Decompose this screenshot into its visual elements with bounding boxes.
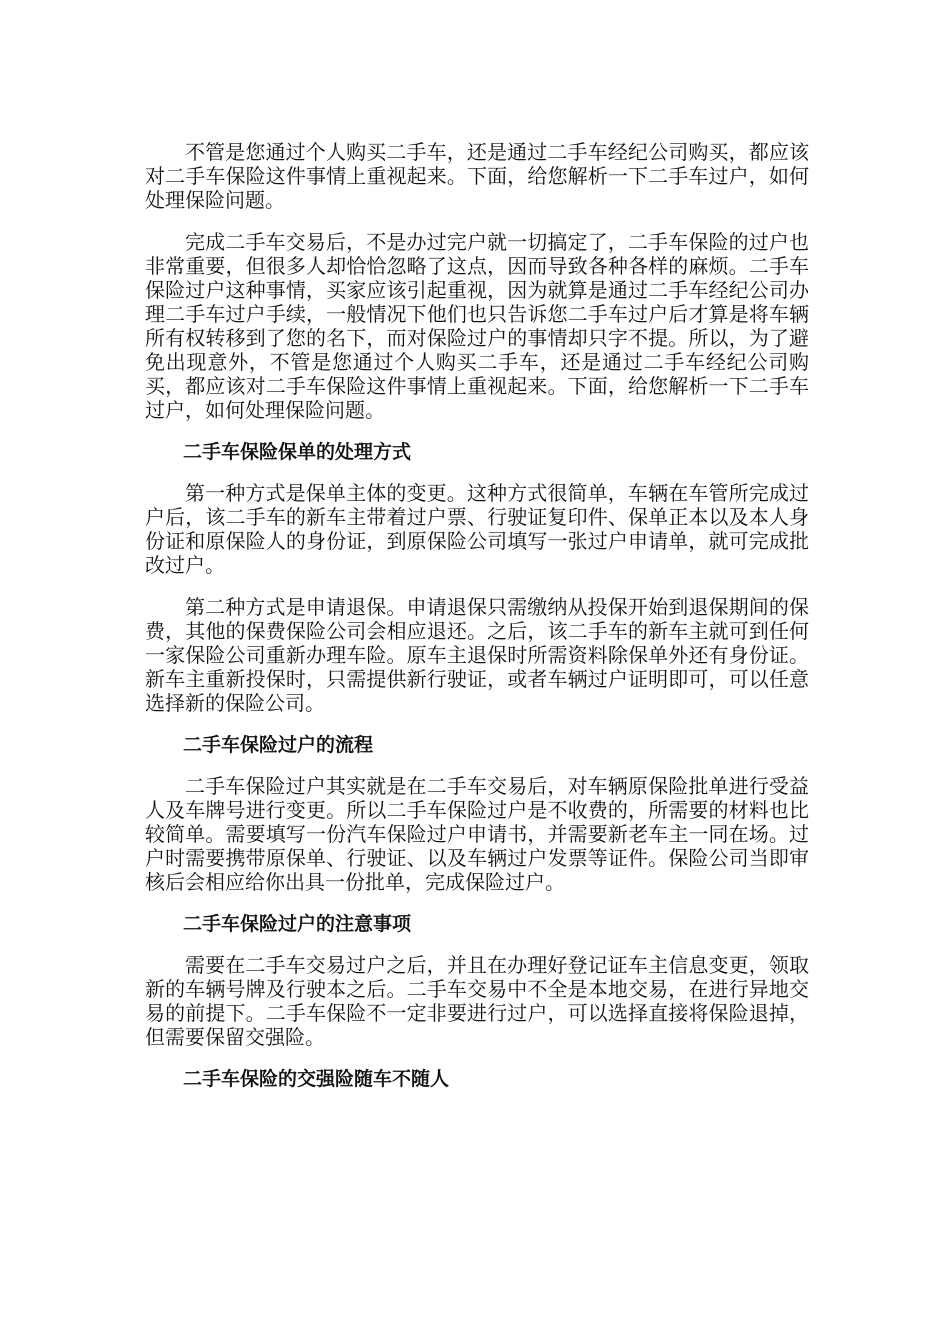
section-heading-transfer-process: 二手车保险过户的流程 xyxy=(183,734,374,756)
method-two-paragraph: 第二种方式是申请退保。申请退保只需缴纳从投保开始到退保期间的保费，其他的保费保险公司会相应退还。之后，该二手车的新车主就可到任何一家保险公司重新办理车险。原车主退保时所需资料除保单外还有身份证。新车主重新投保时，只需提供新行驶证，或者车辆过户证明即可，可以任意选择新的保险公司。 xyxy=(145,595,809,715)
document-body xyxy=(145,140,809,1108)
method-one-paragraph: 第一种方式是保单主体的变更。这种方式很简单，车辆在车管所完成过户后，该二手车的新车主带着过户票、行驶证复印件、保单正本以及本人身份证和原保险人的身份证，到原保险公司填写一张过户申请单，就可完成批改过户。 xyxy=(145,481,809,577)
transfer-process-paragraph: 二手车保险过户其实就是在二手车交易后，对车辆原保险批单进行受益人及车牌号进行变更。所以二手车保险过户是不收费的，所需要的材料也比较简单。需要填写一份汽车保险过户申请书，并需要新老车主一同在场。过户时需要携带原保单、行驶证、以及车辆过户发票等证件。保险公司当即审核后会相应给你出具一份批单，完成保险过户。 xyxy=(145,774,809,894)
section-heading-precautions: 二手车保险过户的注意事项 xyxy=(183,913,412,935)
section-heading-compulsory-insurance: 二手车保险的交强险随车不随人 xyxy=(183,1068,450,1090)
intro-paragraph: 不管是您通过个人购买二手车，还是通过二手车经纪公司购买，都应该对二手车保险这件事情上重视起来。下面，给您解析一下二手车过户，如何处理保险问题。 xyxy=(145,140,809,212)
section-heading-policy-handling: 二手车保险保单的处理方式 xyxy=(183,441,412,463)
precautions-paragraph: 需要在二手车交易过户之后，并且在办理好登记证车主信息变更，领取新的车辆号牌及行驶本之后。二手车交易中不全是本地交易，在进行异地交易的前提下。二手车保险不一定非要进行过户，可以选择直接将保险退掉，但需要保留交强险。 xyxy=(145,953,809,1049)
transfer-importance-paragraph: 完成二手车交易后，不是办过完户就一切搞定了，二手车保险的过户也非常重要，但很多人却恰恰忽略了这点，因而导致各种各样的麻烦。二手车保险过户这种事情，买家应该引起重视，因为就算是通过二手车经纪公司办理二手车过户手续，一般情况下他们也只告诉您二手车过户后才算是将车辆所有权转移到了您的名下，而对保险过户的事情却只字不提。所以，为了避免出现意外，不管是您通过个人购买二手车，还是通过二手车经纪公司购买，都应该对二手车保险这件事情上重视起来。下面，给您解析一下二手车过户，如何处理保险问题。 xyxy=(145,230,809,422)
